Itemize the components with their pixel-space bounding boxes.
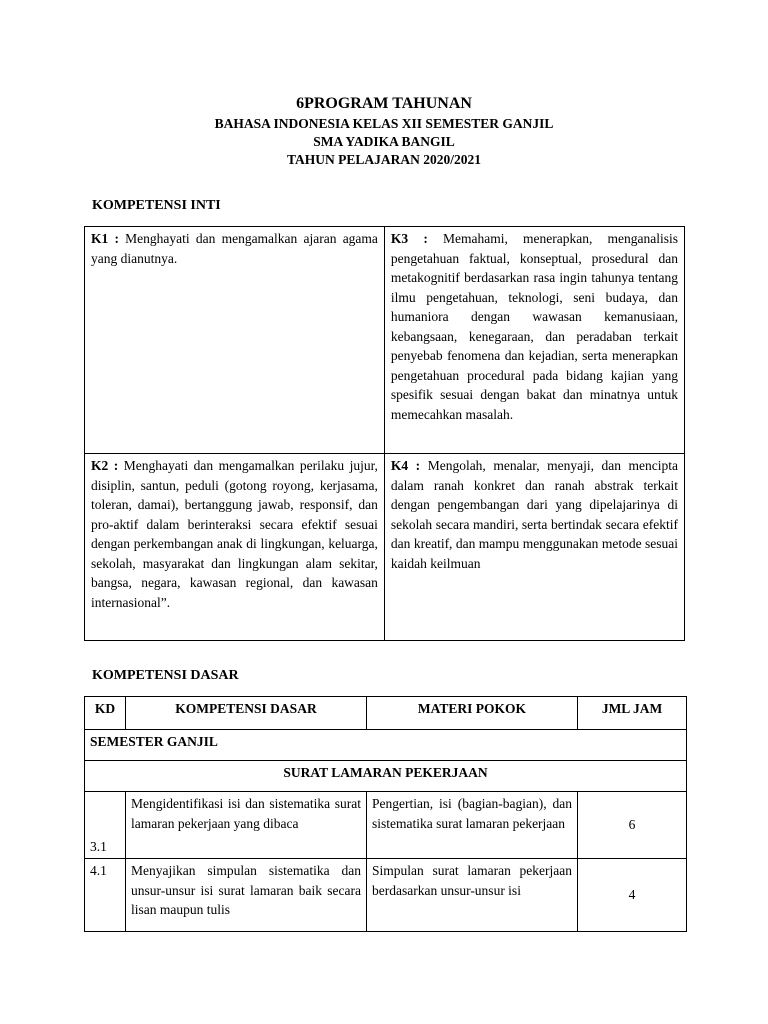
jam-cell: 4 bbox=[578, 859, 687, 932]
school-name: SMA YADIKA BANGIL bbox=[313, 134, 455, 149]
column-header-kompetensi: KOMPETENSI DASAR bbox=[126, 697, 367, 730]
k3-cell bbox=[384, 227, 684, 454]
column-header-jam: JML JAM bbox=[578, 697, 687, 730]
kompetensi-cell: Menyajikan simpulan sistematika dan unsur-unsur isi surat lamaran baik secara lisan maupun tulis bbox=[126, 859, 367, 932]
semester-label: SEMESTER GANJIL bbox=[85, 730, 687, 761]
k1-label: K1 : bbox=[91, 231, 119, 246]
kompetensi-dasar-heading: KOMPETENSI DASAR bbox=[92, 668, 239, 683]
materi-cell: Pengertian, isi (bagian-bagian), dan sistematika surat lamaran pekerjaan bbox=[367, 792, 578, 859]
k2-cell bbox=[85, 454, 385, 641]
kd-number: 3.1 bbox=[85, 792, 126, 859]
k1-text: Menghayati dan mengamalkan ajaran agama yang dianutnya. bbox=[91, 231, 378, 266]
table-row bbox=[85, 454, 685, 641]
kd-number: 4.1 bbox=[85, 859, 126, 932]
kompetensi-cell: Mengidentifikasi isi dan sistematika surat lamaran pekerjaan yang dibaca bbox=[126, 792, 367, 859]
table-row bbox=[85, 859, 687, 932]
document-subtitle: BAHASA INDONESIA KELAS XII SEMESTER GANJIL bbox=[214, 116, 554, 131]
column-header-materi: MATERI POKOK bbox=[367, 697, 578, 730]
k3-label: K3 : bbox=[390, 231, 428, 246]
table-row bbox=[85, 227, 685, 454]
k1-cell bbox=[85, 227, 385, 454]
k4-cell bbox=[384, 454, 684, 641]
academic-year: TAHUN PELAJARAN 2020/2021 bbox=[286, 152, 481, 167]
table-header-row bbox=[85, 697, 687, 730]
materi-cell: Simpulan surat lamaran pekerjaan berdasarkan unsur-unsur isi bbox=[367, 859, 578, 932]
document-title: 6PROGRAM TAHUNAN bbox=[296, 95, 472, 112]
jam-cell: 6 bbox=[578, 792, 687, 859]
k2-text: Menghayati dan mengamalkan perilaku jujur, disiplin, santun, peduli (gotong royong, kerjasama, toleran, damai), bertanggung jawab, responsif, dan pro-aktif dalam berinteraksi secara efektif sesuai dengan perkembangan anak di lingkungan, keluarga, sekolah, masyarakat dan lingkungan alam sekitar, bangsa, negara, kawasan regional, dan kawasan internasional”. bbox=[91, 458, 378, 610]
k4-text: Mengolah, menalar, menyaji, dan mencipta dalam ranah konkret dan ranah abstrak terkait dengan pengembangan dari yang dipelajarinya di sekolah secara mandiri, serta bertindak secara efektif dan kreatif, dan mampu menggunakan metode sesuai kaidah keilmuan bbox=[390, 458, 678, 571]
topic-label: SURAT LAMARAN PEKERJAAN bbox=[85, 761, 687, 792]
column-header-kd: KD bbox=[85, 697, 126, 730]
k4-label: K4 : bbox=[390, 458, 421, 473]
topic-row bbox=[85, 761, 687, 792]
k3-text: Memahami, menerapkan, menganalisis pengetahuan faktual, konseptual, prosedural dan metakognitif berdasarkan rasa ingin tahunya tentang ilmu pengetahuan, teknologi, seni budaya, dan humaniora dengan wawasan kemanusiaan, kebangsaan, kenegaraan, dan peradaban terkait penyebab fenomena dan kejadian, serta menerapkan pengetahuan procedural pada bidang kajian yang spesifik sesuai dengan bakat dan minatnya untuk memecahkan masalah. bbox=[390, 231, 679, 422]
semester-row bbox=[85, 730, 687, 761]
table-row bbox=[85, 792, 687, 859]
kompetensi-inti-table bbox=[84, 226, 685, 641]
kompetensi-dasar-table bbox=[84, 696, 687, 932]
k2-label: K2 : bbox=[91, 458, 119, 473]
kompetensi-inti-heading: KOMPETENSI INTI bbox=[92, 198, 221, 213]
